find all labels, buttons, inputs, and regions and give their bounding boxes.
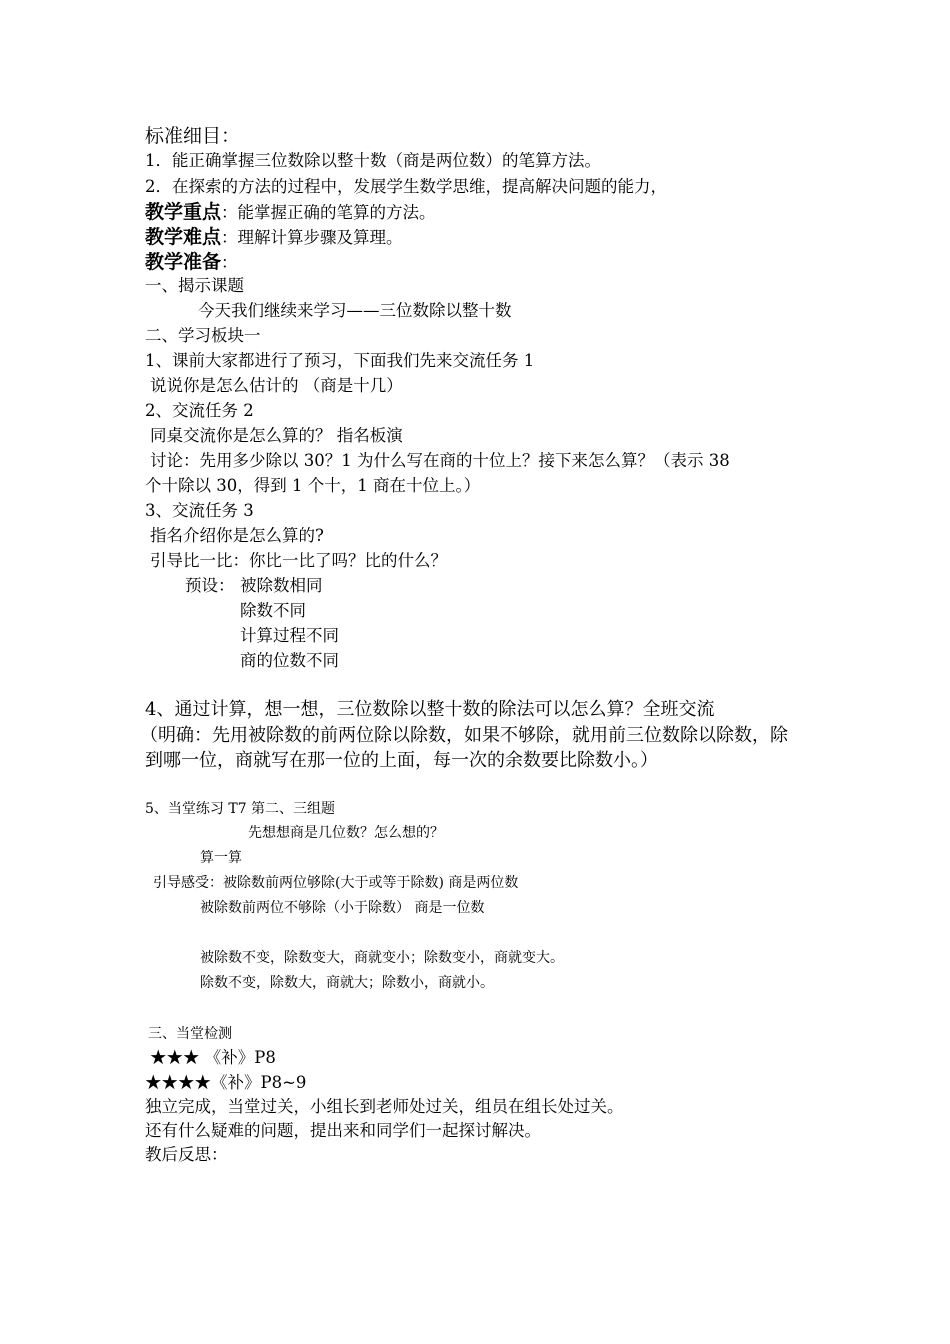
goal-1: 1．能正确掌握三位数除以整十数（商是两位数）的笔算方法。 <box>145 151 601 170</box>
task5: 5、当堂练习 T7 第二、三组题 <box>145 801 336 817</box>
preset-label: 预设： <box>185 576 235 595</box>
prep-text: ： <box>221 253 238 272</box>
section3-line2: 还有什么疑难的问题，提出来和同学们一起探讨解决。 <box>145 1121 541 1140</box>
task2-discuss-2: 个十除以 30，得到 1 个十，1 商在十位上。） <box>145 476 481 495</box>
standard-heading: 标准细目： <box>145 125 241 147</box>
rule-2: 除数不变，除数大，商就大；除数小，商就小。 <box>200 975 494 991</box>
prep <box>145 253 238 272</box>
key-point-label: 教学重点 <box>145 201 222 223</box>
preset-1: 被除数相同 <box>240 576 323 595</box>
task4-clarify-1: （明确：先用被除数的前两位除以除数，如果不够除，就用前三位数除以除数，除 <box>140 725 788 746</box>
difficulty-label: 教学难点 <box>145 226 222 248</box>
section3-title: 三、当堂检测 <box>148 1026 232 1042</box>
difficulty-text: ：理解计算步骤及算理。 <box>221 228 403 247</box>
task1-sub: 说说你是怎么估计的 （商是十几） <box>150 376 403 395</box>
preset-2: 除数不同 <box>240 601 306 620</box>
star4-line: ★★★★《补》P8~9 <box>145 1073 307 1092</box>
preset-3: 计算过程不同 <box>240 626 339 645</box>
guide-2: 被除数前两位不够除（小于除数） 商是一位数 <box>200 900 485 916</box>
task2-discuss-1: 讨论：先用多少除以 30？1 为什么写在商的十位上？接下来怎么算？（表示 38 <box>150 451 730 470</box>
section3-line1: 独立完成，当堂过关，小组长到老师处过关，组员在组长处过关。 <box>145 1097 624 1116</box>
task2-sub: 同桌交流你是怎么算的？ 指名板演 <box>150 426 403 445</box>
reflection: 教后反思： <box>145 1145 228 1164</box>
section1-title: 一、揭示课题 <box>145 276 244 295</box>
key-point <box>145 203 436 222</box>
rule-1: 被除数不变，除数变大，商就变小；除数变小，商就变大。 <box>200 950 564 966</box>
difficulty <box>145 228 403 247</box>
star3-line: ★★★ 《补》P8 <box>150 1048 276 1067</box>
task5-sub1: 先想想商是几位数？怎么想的？ <box>248 825 444 841</box>
goal-2: 2．在探索的方法的过程中，发展学生数学思维，提高解决问题的能力， <box>145 177 667 196</box>
prep-label: 教学准备 <box>145 251 222 273</box>
section2-title: 二、学习板块一 <box>145 326 261 345</box>
preset-4: 商的位数不同 <box>240 651 339 670</box>
task4-clarify-2: 到哪一位，商就写在那一位的上面，每一次的余数要比除数小。） <box>145 750 658 771</box>
task3: 3、交流任务 3 <box>145 501 254 520</box>
task3-sub2: 引导比一比：你比一比了吗？比的什么？ <box>150 551 447 570</box>
task2: 2、交流任务 2 <box>145 401 254 420</box>
section1-line: 今天我们继续来学习——三位数除以整十数 <box>198 301 512 320</box>
task4: 4、通过计算，想一想，三位数除以整十数的除法可以怎么算？全班交流 <box>145 699 715 720</box>
task1: 1、课前大家都进行了预习，下面我们先来交流任务 1 <box>145 351 535 370</box>
key-point-text: ：能掌握正确的笔算的方法。 <box>221 203 436 222</box>
task5-sub2: 算一算 <box>200 850 242 866</box>
guide-1: 引导感受：被除数前两位够除(大于或等于除数) 商是两位数 <box>153 875 519 891</box>
task3-sub1: 指名介绍你是怎么算的? <box>150 526 324 545</box>
